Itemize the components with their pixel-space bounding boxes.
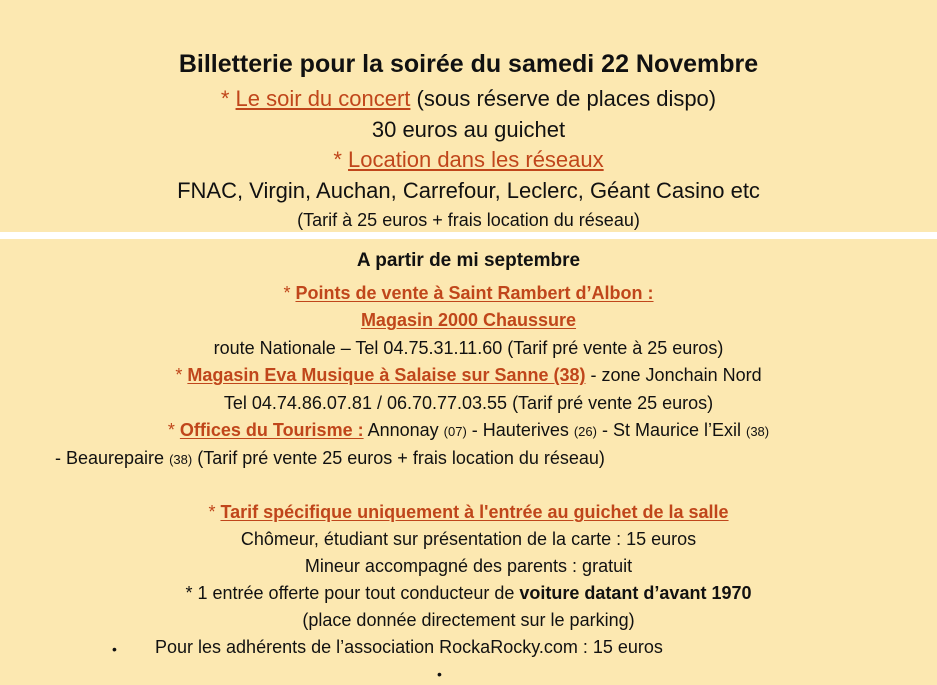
presale-panel — [0, 239, 937, 685]
bullet-star: * — [333, 147, 349, 172]
dept-code: (38) — [169, 452, 193, 467]
office-annonay: Annonay — [363, 420, 444, 440]
eva-musique-zone: - zone Jonchain Nord — [585, 365, 762, 385]
beaurepaire-line — [55, 449, 605, 467]
dept-code: (07) — [443, 424, 467, 439]
vintage-car-offer-text: * 1 entrée offerte pour tout conducteur de — [185, 583, 520, 603]
vintage-car-offer — [0, 584, 937, 602]
tourism-offices-link[interactable]: Offices du Tourisme : — [179, 420, 364, 440]
bullet-star: * — [283, 283, 296, 303]
bullet-star: * — [175, 365, 188, 385]
magasin-2000-line — [0, 311, 937, 329]
bullet-star: * — [167, 420, 180, 440]
bullet-star: * — [208, 502, 221, 522]
vintage-car-offer-bold: voiture datant d’avant 1970 — [519, 583, 752, 603]
bullet-dot: • — [437, 666, 442, 682]
network-booking-link[interactable]: Location dans les réseaux — [348, 147, 604, 172]
concert-evening-note: (sous réserve de places dispo) — [410, 86, 717, 111]
parking-note: (place donnée directement sur le parking) — [302, 610, 635, 630]
eva-musique-link[interactable]: Magasin Eva Musique à Salaise sur Sanne (38) — [187, 365, 586, 385]
office-st-maurice: - St Maurice l’Exil — [596, 420, 746, 440]
magasin-2000-link[interactable]: Magasin 2000 Chaussure — [360, 310, 577, 330]
network-booking-line — [0, 149, 937, 171]
network-list: FNAC, Virgin, Auchan, Carrefour, Leclerc, Géant Casino etc — [177, 178, 760, 203]
concert-evening-line — [0, 88, 937, 110]
page-title: Billetterie pour la soirée du samedi 22 Novembre — [178, 50, 759, 78]
minor-rate: Mineur accompagné des parents : gratuit — [304, 556, 633, 576]
concert-evening-link[interactable]: Le soir du concert — [235, 86, 411, 111]
offices-price-note: (Tarif pré vente 25 euros + frais location du réseau) — [192, 448, 605, 468]
eva-musique-line — [0, 366, 937, 384]
special-rate-line — [0, 503, 937, 521]
eva-musique-phone: Tel 04.74.86.07.81 / 06.70.77.03.55 (Tarif pré vente 25 euros) — [223, 393, 714, 413]
special-rate-link[interactable]: Tarif spécifique uniquement à l'entrée au guichet de la salle — [220, 502, 729, 522]
office-hauterives: - Hauterives — [466, 420, 574, 440]
tourism-offices-line — [0, 421, 937, 439]
points-of-sale-line — [0, 284, 937, 302]
box-office-price: 30 euros au guichet — [371, 117, 566, 142]
bullet-star: * — [220, 86, 236, 111]
magasin-2000-address: route Nationale – Tel 04.75.31.11.60 (Tarif pré vente à 25 euros) — [213, 338, 724, 358]
bullet-dot: • — [112, 641, 117, 657]
presale-heading: A partir de mi septembre — [356, 250, 581, 271]
dept-code: (38) — [746, 424, 770, 439]
office-beaurepaire: - Beaurepaire — [55, 448, 170, 468]
points-of-sale-link[interactable]: Points de vente à Saint Rambert d’Albon — [295, 283, 648, 303]
member-rate: Pour les adhérents de l’association RockaRocky.com : 15 euros — [155, 637, 663, 657]
unemployed-student-rate: Chômeur, étudiant sur présentation de la carte : 15 euros — [240, 529, 697, 549]
network-price-note: (Tarif à 25 euros + frais location du réseau) — [297, 210, 640, 230]
ticketing-panel — [0, 0, 937, 232]
points-of-sale-colon: : — [647, 283, 654, 303]
dept-code: (26) — [573, 424, 597, 439]
